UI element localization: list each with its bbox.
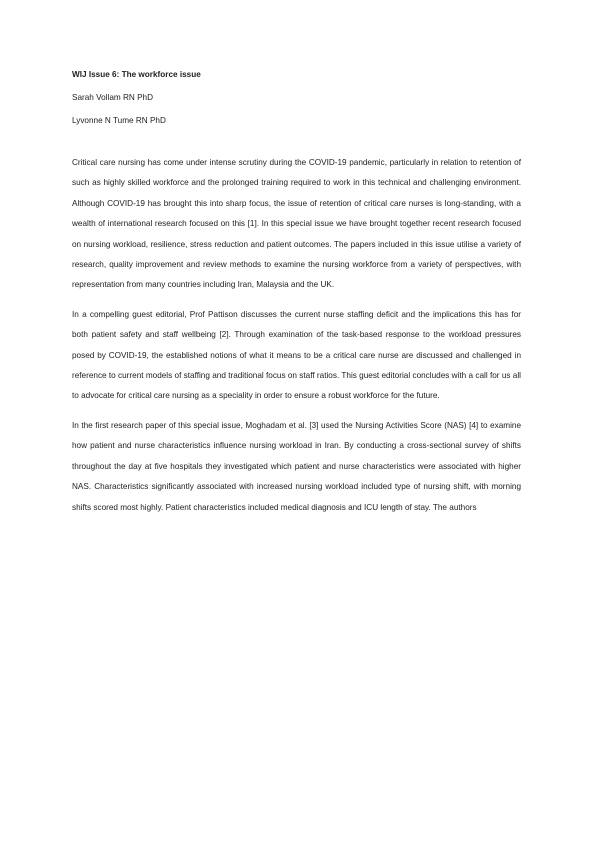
author-line-1: Sarah Vollam RN PhD (72, 93, 153, 102)
document-title: WIJ Issue 6: The workforce issue (72, 70, 201, 79)
paragraph-3: In the first research paper of this special issue, Moghadam et al. [3] used the Nursing Activities Score (NAS) [4] to examine how patient and nurse characteristics influence nursing workload in Iran. By conducting a cross-sectional survey of shifts throughout the day at five hospitals they investigated which patient and nurse characteristics were associated with higher NAS. Characteristics significantly associated with increased nursing workload included type of nursing shift, with morning shifts scored most highly. Patient characteristics included medical diagnosis and ICU length of stay. The authors (72, 420, 521, 512)
paragraph-1: Critical care nursing has come under intense scrutiny during the COVID-19 pandemic, particularly in relation to retention of such as highly skilled workforce and the prolonged training required to work in this technical and challenging environment. Although COVID-19 has brought this into sharp focus, the issue of retention of critical care nurses is long-standing, with a wealth of international research focused on this [1]. In this special issue we have brought together recent research focused on nursing workload, resilience, stress reduction and patient outcomes. The papers included in this issue utilise a variety of research, quality improvement and review methods to examine the nursing workforce from a variety of perspectives, with representation from many countries including Iran, Malaysia and the UK. (72, 158, 521, 290)
paragraph-2: In a compelling guest editorial, Prof Pattison discusses the current nurse staffing deficit and the implications this has for both patient safety and staff wellbeing [2]. Through examination of the task-based response to the workload pressures posed by COVID-19, the established notions of what it means to be a critical care nurse are discussed and challenged in reference to current models of staffing and traditional focus on staff ratios. This guest editorial concludes with a call for us all to advocate for critical care nursing as a speciality in order to ensure a robust workforce for the future. (72, 309, 521, 401)
document-body (72, 68, 521, 527)
author-line-2: Lyvonne N Tume RN PhD (72, 116, 166, 125)
section-spacer (72, 137, 521, 153)
